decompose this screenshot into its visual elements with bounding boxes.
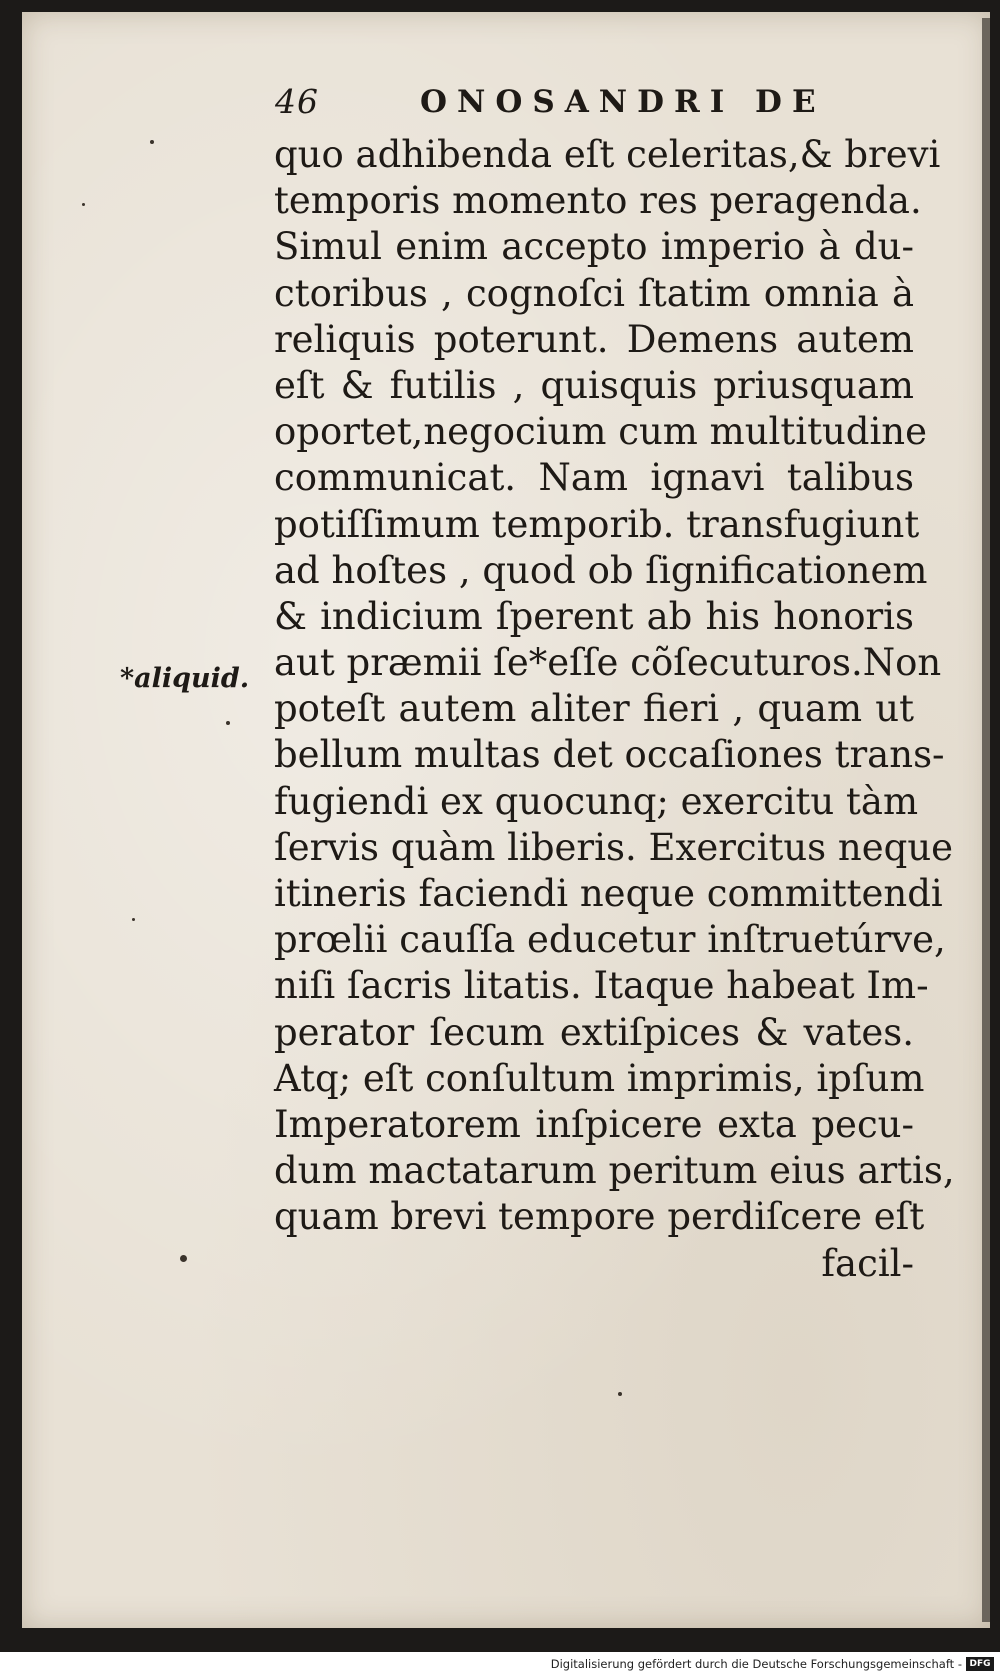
text-line: eſt & futilis , quisquis priusquam	[274, 363, 914, 407]
catchword: facil-	[821, 1241, 914, 1285]
text-line: Simul enim accepto imperio à du-	[274, 225, 914, 269]
body-text	[274, 132, 955, 1287]
text-line: & indicium ſperent ab his honoris	[274, 594, 914, 638]
text-line: potiſſimum temporib. transfugiunt	[274, 502, 920, 546]
text-line: fugiendi ex quocunq; exercitu tàm	[274, 779, 919, 823]
funding-credit: Digitalisierung gefördert durch die Deutsche Forschungsgemeinschaft -	[550, 1657, 962, 1671]
text-line: Atq; eſt conſultum imprimis, ipſum	[274, 1056, 925, 1100]
text-line: ad hoſtes , quod ob ſignificationem	[274, 548, 928, 592]
ink-speck	[618, 1392, 622, 1396]
text-line: perator ſecum extiſpices & vates.	[274, 1010, 914, 1054]
text-line: oportet,negocium cum multitudine	[274, 410, 928, 454]
text-line: communicat. Nam ignavi talibus	[274, 456, 914, 500]
text-line: quam brevi tempore perdiſcere eſt	[274, 1195, 925, 1239]
ink-speck	[82, 203, 85, 206]
ink-speck	[150, 140, 154, 144]
text-line: ſervis quàm liberis. Exercitus neque	[274, 825, 954, 869]
marginal-note: *aliquid.	[120, 663, 250, 694]
text-line: temporis momento res peragenda.	[274, 179, 922, 223]
text-line: bellum multas det occaſiones trans-	[274, 733, 945, 777]
page-edge-shadow	[982, 18, 990, 1622]
dfg-logo: DFG	[966, 1657, 994, 1671]
text-line: niſi ſacris litatis. Itaque habeat Im-	[274, 964, 929, 1008]
ink-speck	[132, 918, 135, 921]
page-number: 46	[275, 82, 319, 121]
text-line: itineris faciendi neque committendi	[274, 872, 943, 915]
text-line: poteſt autem aliter fieri , quam ut	[274, 687, 914, 731]
text-line: ctoribus , cognoſci ſtatim omnia à	[274, 271, 914, 315]
text-line: Imperatorem inſpicere exta pecu-	[274, 1102, 914, 1146]
digitization-footer	[0, 1652, 1000, 1676]
ink-speck	[226, 721, 230, 725]
text-line: prœlii cauſſa educetur inſtruetúrve,	[274, 918, 946, 962]
running-title: ONOSANDRI DE	[420, 84, 826, 120]
text-line: reliquis poterunt. Demens autem	[274, 317, 914, 361]
text-line: quo adhibenda eſt celeritas,& brevi	[274, 133, 941, 176]
ink-speck	[180, 1255, 187, 1262]
text-line: dum mactatarum peritum eius artis,	[274, 1149, 955, 1193]
page-header	[275, 82, 915, 132]
text-line: aut præmii ſe*eſſe cõſecuturos.Non	[274, 641, 942, 685]
